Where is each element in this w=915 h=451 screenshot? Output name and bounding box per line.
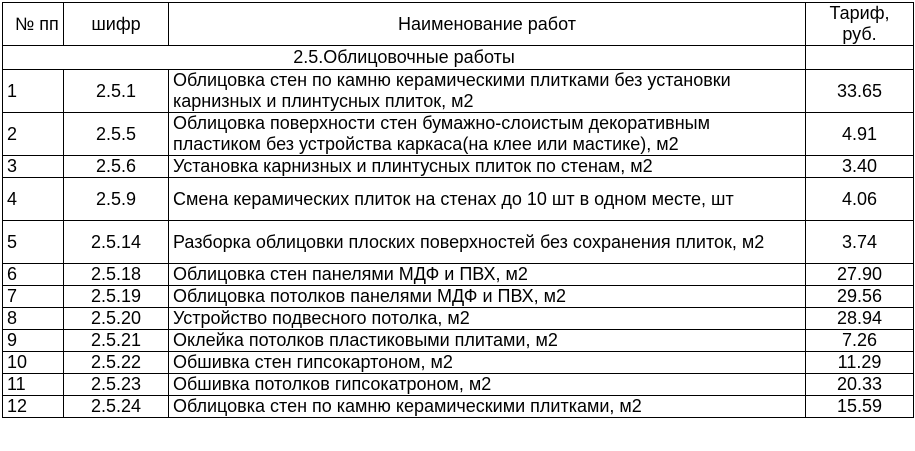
row-tariff: 11.29	[806, 352, 914, 374]
row-num: 2	[3, 113, 64, 156]
row-num: 9	[3, 330, 64, 352]
row-code: 2.5.22	[64, 352, 169, 374]
row-tariff: 20.33	[806, 374, 914, 396]
header-tariff: Тариф, руб.	[806, 3, 914, 46]
row-code: 2.5.18	[64, 264, 169, 286]
table-row	[3, 221, 914, 264]
table-row	[3, 352, 914, 374]
table-row	[3, 70, 914, 113]
row-num: 7	[3, 286, 64, 308]
row-num: 5	[3, 221, 64, 264]
row-code: 2.5.20	[64, 308, 169, 330]
header-num: № пп	[3, 3, 64, 46]
row-tariff: 3.74	[806, 221, 914, 264]
row-tariff: 4.06	[806, 178, 914, 221]
table-row	[3, 396, 914, 418]
row-name: Облицовка потолков панелями МДФ и ПВХ, м2	[169, 286, 806, 308]
row-num: 11	[3, 374, 64, 396]
row-tariff: 3.40	[806, 156, 914, 178]
row-name: Облицовка стен по камню керамическими плитками, м2	[169, 396, 806, 418]
row-code: 2.5.5	[64, 113, 169, 156]
row-name: Смена керамических плиток на стенах до 10 шт в одном месте, шт	[169, 178, 806, 221]
row-tariff: 33.65	[806, 70, 914, 113]
row-name: Установка карнизных и плинтусных плиток по стенам, м2	[169, 156, 806, 178]
table-row	[3, 113, 914, 156]
row-name: Облицовка стен по камню керамическими плитками без установки карнизных и плинтусных плиток, м2	[169, 70, 806, 113]
section-title: 2.5.Облицовочные работы	[3, 46, 806, 70]
row-num: 8	[3, 308, 64, 330]
header-code: шифр	[64, 3, 169, 46]
row-name: Оклейка потолков пластиковыми плитами, м2	[169, 330, 806, 352]
row-code: 2.5.21	[64, 330, 169, 352]
row-tariff: 15.59	[806, 396, 914, 418]
row-name: Обшивка потолков гипсокатроном, м2	[169, 374, 806, 396]
row-tariff: 27.90	[806, 264, 914, 286]
row-tariff: 28.94	[806, 308, 914, 330]
section-empty-cell	[806, 46, 914, 70]
row-num: 10	[3, 352, 64, 374]
table-row	[3, 178, 914, 221]
row-tariff: 29.56	[806, 286, 914, 308]
row-num: 6	[3, 264, 64, 286]
row-code: 2.5.24	[64, 396, 169, 418]
table-row	[3, 286, 914, 308]
row-num: 1	[3, 70, 64, 113]
price-table	[2, 2, 914, 418]
table-row	[3, 330, 914, 352]
row-code: 2.5.19	[64, 286, 169, 308]
table-row	[3, 264, 914, 286]
row-code: 2.5.23	[64, 374, 169, 396]
row-name: Облицовка стен панелями МДФ и ПВХ, м2	[169, 264, 806, 286]
section-row	[3, 46, 914, 70]
row-code: 2.5.14	[64, 221, 169, 264]
table-row	[3, 308, 914, 330]
row-name: Облицовка поверхности стен бумажно-слоистым декоративным пластиком без устройства каркаса(на клее или мастике), м2	[169, 113, 806, 156]
row-name: Устройство подвесного потолка, м2	[169, 308, 806, 330]
header-row	[3, 3, 914, 46]
header-name: Наименование работ	[169, 3, 806, 46]
row-code: 2.5.6	[64, 156, 169, 178]
row-tariff: 7.26	[806, 330, 914, 352]
row-num: 4	[3, 178, 64, 221]
row-name: Обшивка стен гипсокартоном, м2	[169, 352, 806, 374]
table-row	[3, 156, 914, 178]
row-code: 2.5.9	[64, 178, 169, 221]
row-code: 2.5.1	[64, 70, 169, 113]
row-tariff: 4.91	[806, 113, 914, 156]
row-num: 3	[3, 156, 64, 178]
row-name: Разборка облицовки плоских поверхностей без сохранения плиток, м2	[169, 221, 806, 264]
table-row	[3, 374, 914, 396]
row-num: 12	[3, 396, 64, 418]
